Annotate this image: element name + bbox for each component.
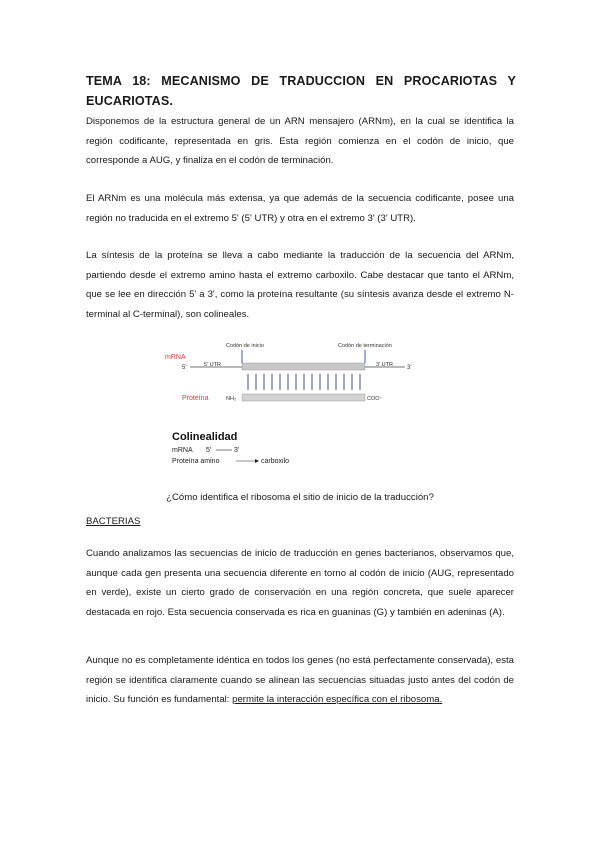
- mrna-5-prime: 5': [182, 365, 187, 371]
- translation-arrows: [248, 374, 360, 390]
- paragraph-mrna-structure: Disponemos de la estructura general de un ARN mensajero (ARNm), en la cual se identifica la región codificante, representada en gris. Esta región comienza en el codón de inicio, que corresponde a AUG, y finaliza en el codón de terminación.: [86, 116, 514, 167]
- cooh-label: COO⁻: [367, 396, 383, 402]
- paragraph-utr: El ARNm es una molécula más extensa, ya que además de la secuencia codificante, posee una región no traducida en el extremo 5' (5' UTR) y otra en el extremo 3' (3' UTR).: [86, 193, 514, 224]
- utr3-label: 3' UTR: [376, 362, 393, 368]
- legend-mrna: mRNA: [172, 447, 193, 454]
- legend-arrowhead: [255, 459, 259, 463]
- paragraph-colinearity: La síntesis de la proteína se lleva a cabo mediante la traducción de la secuencia del ARNm, partiendo desde el extremo amino hasta el extremo carboxilo. Cabe destacar que tanto el ARNm, que se lee en dirección 5' a 3', como la proteína resultante (su síntesis avanza desde el extremo N-terminal al C-terminal), son colineales.: [86, 250, 514, 320]
- legend-5-prime: 5': [206, 447, 212, 454]
- mrna-label: mRNA: [165, 354, 186, 361]
- p5-underlined-text: permite la interacción específica con el ribosoma.: [232, 694, 443, 706]
- legend-protein: Proteína amino: [172, 458, 220, 465]
- colinealidad-heading: Colinealidad: [172, 431, 238, 443]
- stop-codon-label: Codón de terminación: [338, 343, 392, 349]
- section-heading-bacterias: BACTERIAS: [86, 516, 141, 527]
- coding-region: [242, 363, 365, 370]
- colinearity-figure: [160, 336, 420, 472]
- page-title: TEMA 18: MECANISMO DE TRADUCCION EN PROCARIOTAS Y EUCARIOTAS.: [86, 74, 516, 108]
- paragraph-bacterial-sequences: Cuando analizamos las secuencias de inicio de traducción en genes bacterianos, observamos que, aunque cada gen presenta una secuencia diferente en torno al codón de inicio (AUG, representado en verde), existe un cierto grado de conservación en una región concreta, que suele aparecer destacada en rojo. Esta secuencia conservada es rica en guaninas (G) y también en adeninas (A).: [86, 548, 514, 618]
- paragraph-ribosome-interaction: [86, 651, 514, 710]
- question-heading: ¿Cómo identifica el ribosoma el sitio de inicio de la traducción?: [166, 492, 434, 503]
- protein-bar: [242, 394, 365, 401]
- nh2-label: NH₂: [226, 396, 237, 402]
- p5-text: Aunque no es completamente idéntica en todos los genes (no está perfectamente conservada), esta región se identifica claramente cuando se alinean las secuencias situadas justo antes del codón de inicio. Su función es fundamental:: [86, 655, 514, 706]
- colinearity-diagram: [160, 336, 420, 472]
- protein-label: Proteína: [182, 395, 209, 402]
- legend-3-prime: 3': [234, 447, 240, 454]
- legend-carboxilo: carboxilo: [261, 458, 290, 465]
- start-codon-label: Codón de inicio: [226, 343, 264, 349]
- mrna-3-prime: 3': [407, 365, 412, 371]
- utr5-label: 5' UTR: [204, 362, 221, 368]
